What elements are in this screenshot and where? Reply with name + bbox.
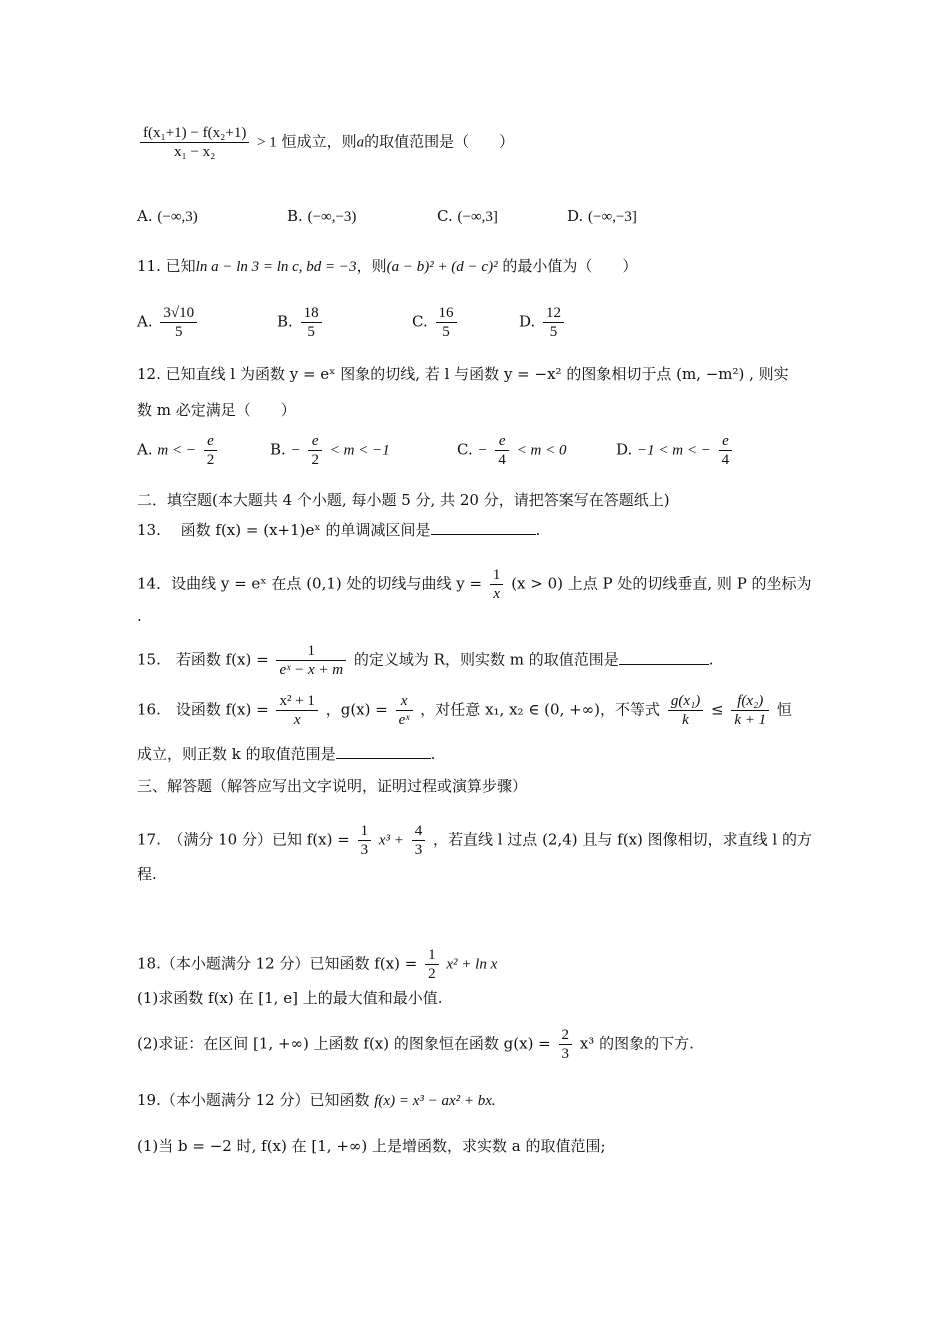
q11-stem: 11. 已知ln a − ln 3 = ln c, bd = −3，则(a − b)² + (d − c)² 的最小值为（ ） <box>137 257 638 275</box>
q14-answer-cont: . <box>137 607 142 625</box>
q10-stem: $\frac{\text{f(x₁+1) − f(x₂+1)}}{\text{x₁ − x₂}}$ > 1 恒成立，则a的取值范围是（ ） <box>137 124 820 161</box>
q16-line2: 成立，则正数 k 的取值范围是 . <box>137 742 820 766</box>
q18-part2: (2)求证：在区间 [1, +∞) 上函数 f(x) 的图象恒在函数 g(x) = $\frac{2}{3}$ x³ 的图象的下方. <box>137 1027 694 1062</box>
q11-option-a: A. $\frac{3√10}{5}$ <box>137 304 200 341</box>
q15-answer-blank[interactable] <box>619 648 709 665</box>
q12-option-c: C. − $\frac{e}{4}$ < m < 0 <box>457 433 567 468</box>
q18: 18.（本小题满分 12 分）已知函数 f(x) = $\frac{1}{2}$ x² + ln x <box>137 947 498 982</box>
q12-option-b: B. − $\frac{e}{2}$ < m < −1 <box>270 433 390 468</box>
q13-answer-blank[interactable] <box>431 518 536 535</box>
q14: 14．设曲线 y = eˣ 在点 (0,1) 处的切线与曲线 y = $\frac{1}{x}$ (x > 0) 上点 P 处的切线垂直, 则 P 的坐标为 <box>137 567 812 602</box>
q10-option-b: B. (−∞,−3) <box>287 207 357 225</box>
q11-option-b: B. $\frac{18}{5}$ <box>277 304 325 341</box>
q16: 16. 设函数 f(x) = $\frac{\text{x² + 1}}{x}$ ，g(x) = $\frac{x}{\text{eˣ}}$ ，对任意 x₁, x₂ ∈ (0, +∞)，不等式 $\frac{\text{g(x₁)}}{k}$ ≤ $\frac{\text{f(x₂)}}{k + 1}$ 恒 <box>137 693 792 728</box>
q10-option-a: A. (−∞,3) <box>137 207 198 225</box>
q18-part1: (1)求函数 f(x) 在 [1, e] 上的最大值和最小值. <box>137 989 443 1007</box>
q10-option-c: C. (−∞,3] <box>437 207 498 225</box>
q16-answer-blank[interactable] <box>336 742 431 759</box>
q19: 19.（本小题满分 12 分）已知函数 f(x) = x³ − ax² + bx. <box>137 1091 496 1109</box>
q17-line2: 程. <box>137 865 157 883</box>
q12-option-d: D. −1 < m < − $\frac{e}{4}$ <box>616 432 735 469</box>
q11-option-c: C. $\frac{16}{5}$ <box>412 304 460 341</box>
q11-option-d: D. $\frac{12}{5}$ <box>519 304 567 341</box>
section-solve-title: 三、解答题（解答应写出文字说明，证明过程或演算步骤） <box>137 777 528 795</box>
q19-part1: (1)当 b = −2 时, f(x) 在 [1, +∞) 上是增函数，求实数 a 的取值范围; <box>137 1137 606 1155</box>
q10-fraction: $\frac{\text{f(x₁+1) − f(x₂+1)}}{\text{x₁ − x₂}}$ <box>140 124 249 161</box>
q10-option-d: D. (−∞,−3] <box>567 207 637 225</box>
section-fill-in-title: 二．填空题(本大题共 4 个小题, 每小题 5 分, 共 20 分，请把答案写在答题纸上) <box>137 491 670 509</box>
q12-stem-line2: 数 m 必定满足（ ） <box>137 401 296 419</box>
q17: 17. （满分 10 分）已知 f(x) = $\frac{1}{3}$ x³ + $\frac{4}{3}$ ，若直线 l 过点 (2,4) 且与 f(x) 图像相切，求直线 l 的方 <box>137 823 812 858</box>
q15: 15. 若函数 f(x) = $\frac{1}{\text{eˣ − x + m}}$ 的定义域为 R，则实数 m 的取值范围是 . <box>137 643 714 678</box>
q12-stem-line1: 12. 已知直线 l 为函数 y = eˣ 图象的切线, 若 l 与函数 y = −x² 的图象相切于点 (m, −m²) , 则实 <box>137 365 789 383</box>
q12-option-a: A. m < − $\frac{e}{2}$ <box>137 432 220 469</box>
q13: 13. 函数 f(x) = (x+1)eˣ 的单调减区间是 . <box>137 518 820 542</box>
